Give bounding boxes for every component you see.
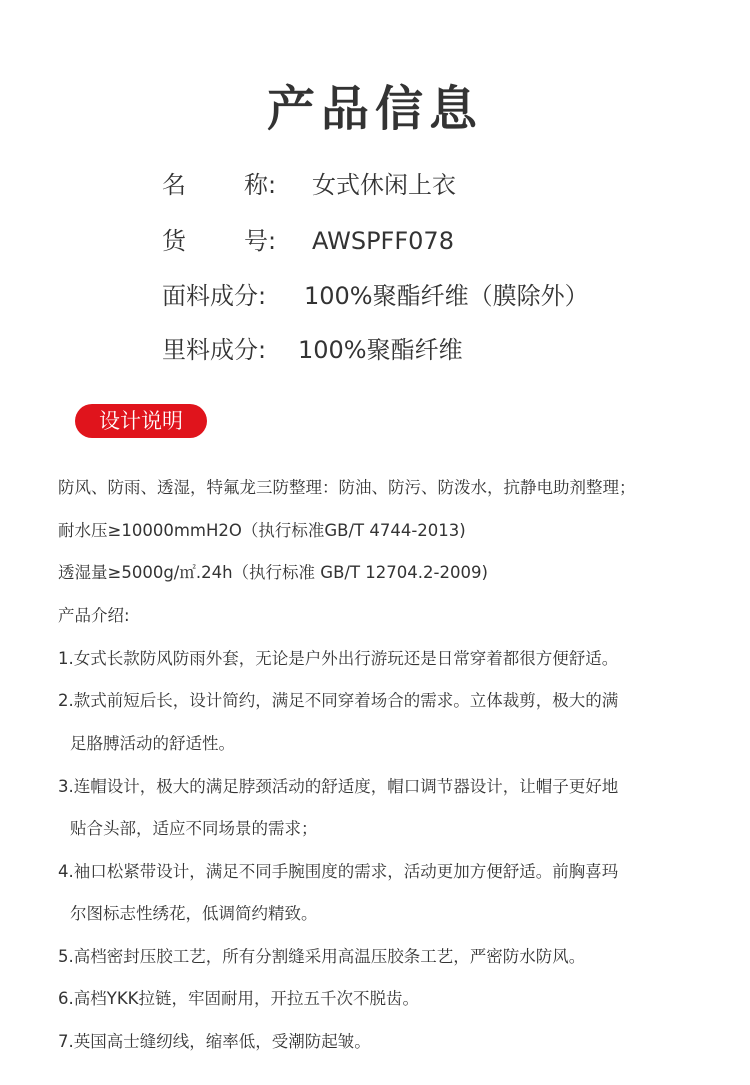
product-name-value: 女式休闲上衣 (312, 171, 456, 199)
body-line-breathability: 透湿量≥5000g/㎡.24h（执行标准 GB/T 12704.2-2009) (58, 563, 488, 582)
fabric-composition-label: 面料成分: (162, 282, 267, 310)
product-name-row (162, 170, 456, 200)
body-line-water-pressure: 耐水压≥10000mmH2O（执行标准GB/T 4744-2013) (58, 521, 466, 540)
product-sku-label: 货 号: (162, 227, 277, 255)
product-sku-value: AWSPFF078 (312, 227, 454, 255)
lining-composition-value: 100%聚酯纤维 (298, 336, 463, 364)
page-title: 产品信息 (266, 81, 483, 137)
product-name-label: 名 称: (162, 171, 277, 199)
body-line-intro-heading: 产品介绍: (58, 606, 130, 625)
product-sku-row (162, 226, 454, 256)
body-line-point-5: 5.高档密封压胶工艺，所有分割缝采用高温压胶条工艺，严密防水防风。 (58, 947, 586, 966)
fabric-composition-value: 100%聚酯纤维（膜除外） (304, 282, 589, 310)
body-line-protection: 防风、防雨、透湿，特氟龙三防整理：防油、防污、防泼水，抗静电助剂整理； (58, 478, 636, 497)
body-line-point-1: 1.女式长款防风防雨外套，无论是户外出行游玩还是日常穿着都很方便舒适。 (58, 649, 619, 668)
fabric-composition-row (162, 281, 589, 311)
lining-composition-label: 里料成分: (162, 336, 267, 364)
body-line-point-4: 4.袖口松紧带设计，满足不同手腕围度的需求，活动更加方便舒适。前胸喜玛 (58, 862, 619, 881)
body-line-point-4-cont: 尔图标志性绣花，低调简约精致。 (70, 904, 318, 923)
body-line-point-7: 7.英国高士缝纫线，缩率低，受潮防起皱。 (58, 1032, 371, 1051)
lining-composition-row (162, 335, 463, 365)
body-line-point-2: 2.款式前短后长，设计简约，满足不同穿着场合的需求。立体裁剪，极大的满 (58, 691, 619, 710)
body-line-point-6: 6.高档YKK拉链，牢固耐用，开拉五千次不脱齿。 (58, 989, 419, 1008)
design-notes-badge: 设计说明 (75, 404, 207, 438)
body-line-point-3: 3.连帽设计，极大的满足脖颈活动的舒适度，帽口调节器设计，让帽子更好地 (58, 777, 619, 796)
body-line-point-2-cont: 足胳膊活动的舒适性。 (70, 734, 235, 753)
body-line-point-3-cont: 贴合头部，适应不同场景的需求； (70, 819, 318, 838)
